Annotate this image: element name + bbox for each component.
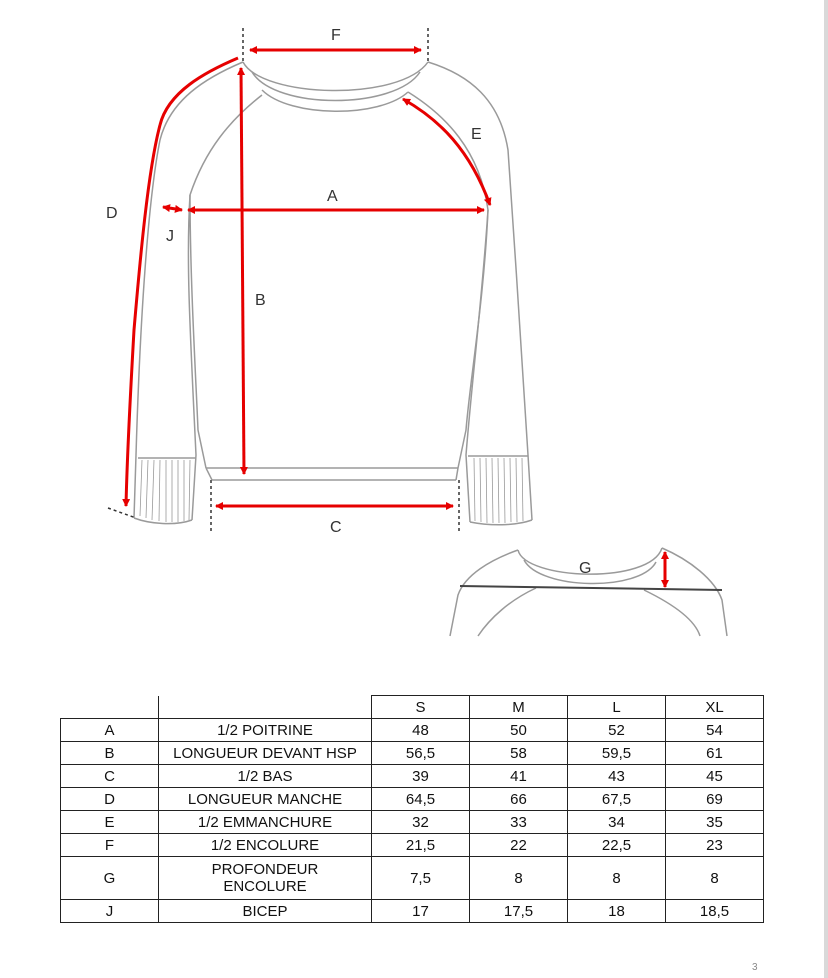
row-value: 22: [470, 834, 568, 857]
table-row: [61, 811, 764, 834]
row-label: LONGUEUR DEVANT HSP: [159, 742, 372, 765]
measurement-lines: [126, 50, 490, 506]
label-A: A: [327, 188, 338, 205]
row-value: 64,5: [372, 788, 470, 811]
measure-D: [126, 58, 238, 506]
size-table: [60, 695, 764, 923]
row-value: 58: [470, 742, 568, 765]
row-code: D: [61, 788, 159, 811]
table-row: [61, 719, 764, 742]
row-value: 34: [568, 811, 666, 834]
row-value: 59,5: [568, 742, 666, 765]
row-label: [159, 857, 372, 900]
row-value: 61: [666, 742, 764, 765]
row-label: 1/2 POITRINE: [159, 719, 372, 742]
row-label: BICEP: [159, 900, 372, 923]
row-code: C: [61, 765, 159, 788]
measure-E: [403, 99, 490, 205]
label-J: J: [166, 228, 174, 245]
row-value: 22,5: [568, 834, 666, 857]
table-row: [61, 834, 764, 857]
row-value: 52: [568, 719, 666, 742]
row-value: 43: [568, 765, 666, 788]
row-label-line: PROFONDEUR: [211, 861, 319, 878]
row-value: 32: [372, 811, 470, 834]
row-value: 18,5: [666, 900, 764, 923]
row-value: 50: [470, 719, 568, 742]
row-value: 48: [372, 719, 470, 742]
table-row: [61, 788, 764, 811]
row-value: 45: [666, 765, 764, 788]
header-size-l: L: [568, 696, 666, 719]
table-header-row: [61, 696, 764, 719]
row-code: F: [61, 834, 159, 857]
row-value: 41: [470, 765, 568, 788]
row-value: 56,5: [372, 742, 470, 765]
row-value: 39: [372, 765, 470, 788]
row-value: 66: [470, 788, 568, 811]
row-value: 17,5: [470, 900, 568, 923]
row-label: 1/2 BAS: [159, 765, 372, 788]
row-value: 8: [568, 857, 666, 900]
row-code: A: [61, 719, 159, 742]
label-E: E: [471, 126, 482, 143]
label-C: C: [330, 519, 342, 536]
row-label: 1/2 ENCOLURE: [159, 834, 372, 857]
label-B: B: [255, 292, 266, 309]
row-code: J: [61, 900, 159, 923]
header-size-s: S: [372, 696, 470, 719]
label-F: F: [331, 27, 341, 44]
row-code: B: [61, 742, 159, 765]
table-row: [61, 857, 764, 900]
row-value: 17: [372, 900, 470, 923]
row-value: 69: [666, 788, 764, 811]
row-label-line: ENCOLURE: [223, 878, 307, 895]
row-value: 67,5: [568, 788, 666, 811]
row-label: 1/2 EMMANCHURE: [159, 811, 372, 834]
label-D: D: [106, 205, 118, 222]
row-value: 33: [470, 811, 568, 834]
row-value: 8: [470, 857, 568, 900]
row-value: 23: [666, 834, 764, 857]
table-row: [61, 765, 764, 788]
row-value: 7,5: [372, 857, 470, 900]
row-value: 8: [666, 857, 764, 900]
row-value: 54: [666, 719, 764, 742]
table-row: [61, 900, 764, 923]
neck-depth-detail: [450, 548, 727, 636]
measure-J: [163, 207, 182, 210]
row-code: G: [61, 857, 159, 900]
table-row: [61, 742, 764, 765]
measure-B: [241, 68, 244, 474]
row-value: 35: [666, 811, 764, 834]
row-code: E: [61, 811, 159, 834]
label-G: G: [579, 560, 592, 577]
page-number: 3: [752, 962, 758, 973]
row-label: LONGUEUR MANCHE: [159, 788, 372, 811]
header-size-m: M: [470, 696, 568, 719]
row-value: 21,5: [372, 834, 470, 857]
header-size-xl: XL: [666, 696, 764, 719]
row-value: 18: [568, 900, 666, 923]
